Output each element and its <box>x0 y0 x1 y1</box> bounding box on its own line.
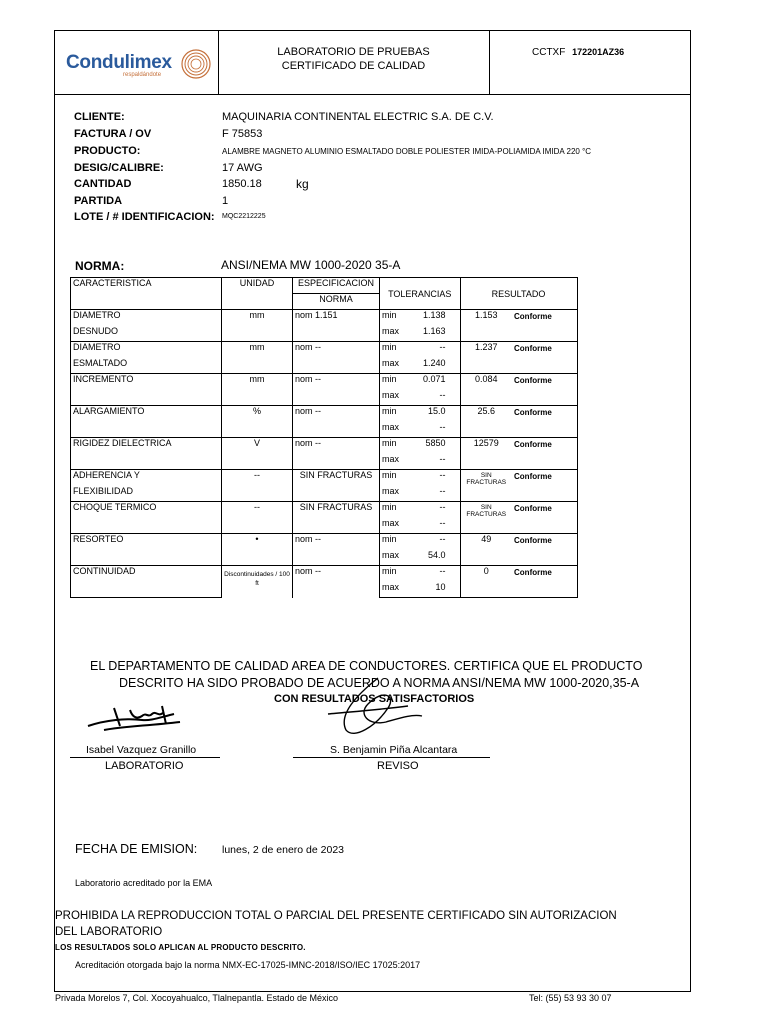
info-label: DESIG/CALIBRE: <box>74 162 164 174</box>
header-unidad: UNIDAD <box>222 278 293 310</box>
max-label: max <box>380 390 402 406</box>
title-line-1: LABORATORIO DE PRUEBAS <box>277 46 430 58</box>
acreditacion-note: Acreditación otorgada bajo la norma NMX-EC-17025-IMNC-2018/ISO/IEC 17025:2017 <box>75 960 421 970</box>
left-signer-role: LABORATORIO <box>105 760 184 772</box>
prohibition-line-1: PROHIBIDA LA REPRODUCCION TOTAL O PARCIAL DEL PRESENTE CERTIFICADO SIN AUTORIZACION <box>55 910 617 922</box>
spec-cell: nom -- <box>293 406 380 438</box>
characteristic-name: CHOQUE TERMICO <box>71 502 222 518</box>
status-value: Conforme <box>512 470 577 502</box>
status-value: Conforme <box>512 438 577 470</box>
max-value: 10 <box>401 582 460 598</box>
min-value: 1.138 <box>401 310 460 326</box>
characteristic-name: DIAMETRO <box>71 342 222 358</box>
resultados-note: LOS RESULTADOS SOLO APLICAN AL PRODUCTO DESCRITO. <box>55 943 306 952</box>
table-row <box>71 502 578 518</box>
min-value: -- <box>401 534 460 550</box>
spec-cell: nom -- <box>293 566 380 598</box>
info-unit: kg <box>296 177 309 191</box>
characteristic-name: DIAMETRO <box>71 310 222 326</box>
info-value: 1 <box>222 195 229 207</box>
unit-cell: V <box>222 438 293 470</box>
header-norma: NORMA <box>293 294 380 310</box>
header <box>54 30 691 95</box>
info-value: 17 AWG <box>222 162 263 174</box>
result-value: 1.153 <box>460 310 512 342</box>
characteristic-name: INCREMENTO <box>71 374 222 390</box>
unit-cell: • <box>222 534 293 566</box>
info-value: F 75853 <box>222 128 263 140</box>
table-row <box>71 342 578 358</box>
result-value: 12579 <box>460 438 512 470</box>
max-value: -- <box>401 422 460 438</box>
unit-cell: -- <box>222 502 293 534</box>
max-label: max <box>380 486 402 502</box>
characteristic-name: RESORTEO <box>71 534 222 550</box>
max-label: max <box>380 422 402 438</box>
logo-tagline: respaldándote <box>123 72 162 78</box>
min-value: 15.0 <box>401 406 460 422</box>
max-value: 1.240 <box>401 358 460 374</box>
fecha-label: FECHA DE EMISION: <box>75 842 198 856</box>
result-value: 25.6 <box>460 406 512 438</box>
info-label: FACTURA / OV <box>74 128 152 140</box>
left-signer-name: Isabel Vazquez Granillo <box>86 744 197 756</box>
unit-cell: % <box>222 406 293 438</box>
result-value: 0 <box>460 566 512 598</box>
footer-phone: Tel: (55) 53 93 30 07 <box>529 993 612 1003</box>
title-line-2: CERTIFICADO DE CALIDAD <box>281 60 426 72</box>
spec-cell: SIN FRACTURAS <box>293 470 380 502</box>
max-value: 54.0 <box>401 550 460 566</box>
footer-address: Privada Morelos 7, Col. Xocoyahualco, Tlalnepantla. Estado de México <box>55 993 338 1003</box>
max-value: -- <box>401 390 460 406</box>
unit-cell: -- <box>222 470 293 502</box>
min-value: 0.071 <box>401 374 460 390</box>
spec-cell: nom 1.151 <box>293 310 380 342</box>
characteristic-name: CONTINUIDAD <box>71 566 222 582</box>
result-value: 0.084 <box>460 374 512 406</box>
characteristic-name: RIGIDEZ DIELECTRICA <box>71 438 222 454</box>
spec-cell: nom -- <box>293 342 380 374</box>
min-value: -- <box>401 342 460 358</box>
header-title <box>218 30 490 94</box>
max-value: -- <box>401 518 460 534</box>
spec-cell: nom -- <box>293 534 380 566</box>
cert-line-2: DESCRITO HA SIDO PROBADO DE ACUERDO A NORMA ANSI/NEMA MW 1000-2020,35-A <box>119 676 640 690</box>
prohibition-line-2: DEL LABORATORIO <box>55 926 163 938</box>
certificate-number <box>490 30 691 94</box>
status-value: Conforme <box>512 502 577 534</box>
left-signature-icon <box>86 696 186 736</box>
characteristic-name <box>71 390 222 406</box>
cert-prefix: CCTXF <box>532 47 566 58</box>
info-label: CANTIDAD <box>74 178 132 190</box>
norma-value: ANSI/NEMA MW 1000-2020 35-A <box>221 258 401 272</box>
table-row <box>71 374 578 390</box>
max-value: -- <box>401 454 460 470</box>
characteristic-name <box>71 582 222 598</box>
min-label: min <box>380 374 402 390</box>
characteristic-name: FLEXIBILIDAD <box>71 486 222 502</box>
min-label: min <box>380 342 402 358</box>
result-value: 49 <box>460 534 512 566</box>
status-value: Conforme <box>512 342 577 374</box>
info-value: MQC2212225 <box>222 213 266 220</box>
right-signer-name: S. Benjamin Piña Alcantara <box>330 744 458 756</box>
characteristic-name <box>71 550 222 566</box>
table-row <box>71 470 578 486</box>
unit-cell: Discontinuidades / 100 ft <box>222 566 293 598</box>
status-value: Conforme <box>512 406 577 438</box>
info-value: ALAMBRE MAGNETO ALUMINIO ESMALTADO DOBLE POLIESTER IMIDA-POLIAMIDA IMIDA 220 °C <box>222 147 592 156</box>
result-value: 1.237 <box>460 342 512 374</box>
cert-line-1: EL DEPARTAMENTO DE CALIDAD AREA DE CONDUCTORES. CERTIFICA QUE EL PRODUCTO <box>90 659 643 673</box>
right-signer-role: REVISO <box>377 760 419 772</box>
info-label: CLIENTE: <box>74 111 125 123</box>
acreditado-text: Laboratorio acreditado por la EMA <box>75 878 213 888</box>
min-value: -- <box>401 470 460 486</box>
min-label: min <box>380 438 402 454</box>
spec-table <box>70 277 578 598</box>
prohibition-notice <box>55 908 685 940</box>
header-tolerancias: TOLERANCIAS <box>380 278 461 310</box>
info-value: 1850.18 <box>222 178 262 190</box>
header-resultado: RESULTADO <box>460 278 577 310</box>
unit-cell: mm <box>222 374 293 406</box>
min-label: min <box>380 566 402 582</box>
characteristic-name <box>71 422 222 438</box>
logo: Condulimex <box>66 52 172 73</box>
table-row <box>71 566 578 582</box>
characteristic-name: ADHERENCIA Y <box>71 470 222 486</box>
unit-cell: mm <box>222 342 293 374</box>
max-label: max <box>380 518 402 534</box>
info-label: PRODUCTO: <box>74 145 141 157</box>
status-value: Conforme <box>512 310 577 342</box>
header-especificacion: ESPECIFICACION <box>293 278 380 294</box>
min-value: -- <box>401 502 460 518</box>
min-label: min <box>380 406 402 422</box>
info-label: LOTE / # IDENTIFICACION: <box>74 211 215 223</box>
status-value: Conforme <box>512 566 577 598</box>
characteristic-name <box>71 454 222 470</box>
status-value: Conforme <box>512 534 577 566</box>
spec-cell: nom -- <box>293 438 380 470</box>
cert-line-3: CON RESULTADOS SATISFACTORIOS <box>274 693 475 705</box>
table-row <box>71 406 578 422</box>
characteristic-name: ESMALTADO <box>71 358 222 374</box>
status-value: Conforme <box>512 374 577 406</box>
fecha-value: lunes, 2 de enero de 2023 <box>222 844 345 856</box>
table-row <box>71 438 578 454</box>
spec-cell: nom -- <box>293 374 380 406</box>
unit-cell: mm <box>222 310 293 342</box>
cert-number: 172201AZ36 <box>572 47 625 57</box>
result-value: SIN FRACTURAS <box>460 502 512 534</box>
table-row <box>71 534 578 550</box>
norma-label: NORMA: <box>75 259 125 273</box>
spec-cell: SIN FRACTURAS <box>293 502 380 534</box>
logo-cell <box>54 30 219 94</box>
characteristic-name <box>71 518 222 534</box>
max-label: max <box>380 326 402 342</box>
result-value: SIN FRACTURAS <box>460 470 512 502</box>
max-value: 1.163 <box>401 326 460 342</box>
max-label: max <box>380 358 402 374</box>
characteristic-name: ALARGAMIENTO <box>71 406 222 422</box>
min-value: 5850 <box>401 438 460 454</box>
max-label: max <box>380 582 402 598</box>
min-label: min <box>380 502 402 518</box>
min-label: min <box>380 470 402 486</box>
right-signature-line <box>293 757 490 758</box>
right-signature-icon <box>318 674 428 744</box>
header-caracteristica: CARACTERISTICA <box>71 278 222 310</box>
characteristic-name: DESNUDO <box>71 326 222 342</box>
table-row <box>71 310 578 326</box>
info-value: MAQUINARIA CONTINENTAL ELECTRIC S.A. DE C.V. <box>222 111 494 123</box>
max-value: -- <box>401 486 460 502</box>
max-label: max <box>380 550 402 566</box>
max-label: max <box>380 454 402 470</box>
min-value: -- <box>401 566 460 582</box>
info-label: PARTIDA <box>74 195 123 207</box>
logo-ring-icon <box>180 48 212 80</box>
left-signature-line <box>70 757 220 758</box>
min-label: min <box>380 310 402 326</box>
table-header-row <box>71 278 578 294</box>
min-label: min <box>380 534 402 550</box>
